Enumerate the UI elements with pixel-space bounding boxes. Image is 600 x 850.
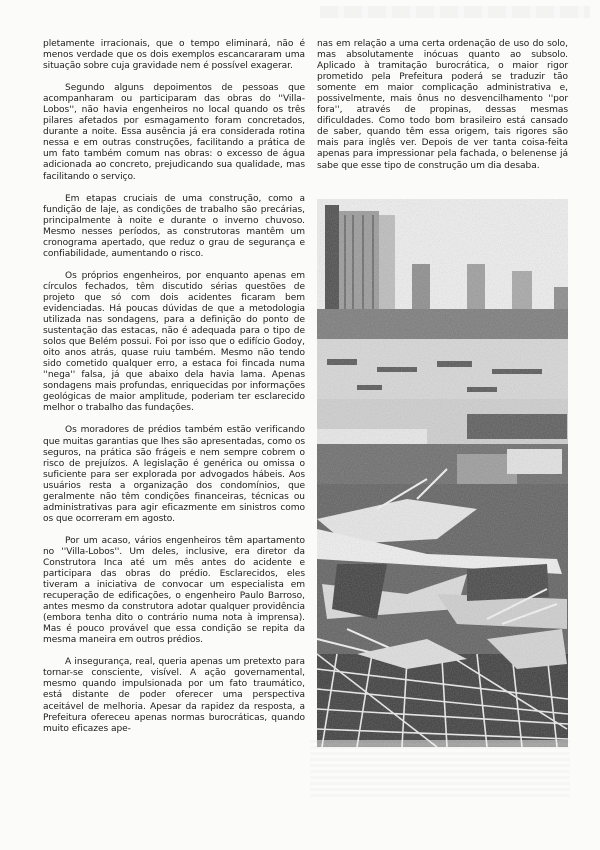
paragraph: A insegurança, real, queria apenas um pretexto para tornar-se consciente, visível. A ação governamental, mesmo quando impulsionada por um fato traumático, está distante de poder oferecer uma perspectiva aceitável de melhoria. Apesar da rapidez da resposta, a Prefeitura ofereceu apenas normas burocráticas, quando muito eficazes ape-: [43, 657, 305, 734]
show-through-bleed: [320, 6, 590, 18]
show-through-bleed: [310, 740, 570, 800]
paragraph: Os próprios engenheiros, por enquanto apenas em círculos fechados, têm discutido sérias questões de projeto que só com dois acidentes ficaram bem evidenciadas. Há poucas dúvidas de que a metodologia utilizada nas sondagens, para a definição do ponto de sustentação das estacas, não é adequada para o tipo de solos que Belém possui. Foi por isso que o edifício Godoy, oito anos atrás, quase ruiu também. Mesmo não tendo sido cometido qualquer erro, a estaca foi fincada numa ''nega'' falsa, já que abaixo dela havia lama. Apenas sondagens mais profundas, enriquecidas por informações geológicas de maior amplitude, poderiam ter esclarecido melhor o trabalho das fundações.: [43, 270, 305, 414]
paragraph: nas em relação a uma certa ordenação de uso do solo, mas absolutamente inócuas quanto ao subsolo. Aplicado à tramitação burocrática, o maior rigor prometido pela Prefeitura poderá se traduzir tão somente em maior complicação administrativa e, possivelmente, mais ônus no desvencilhamento ''por fora'', através de propinas, dessas mesmas dificuldades. Como todo bom brasileiro está cansado de saber, quando têm essa origem, tais rigores são mais para inglês ver. Depois de ver tanta coisa-feita apenas para impressionar pela fachada, o belenense já sabe que esse tipo de construção um dia desaba.: [317, 39, 568, 171]
paragraph: Os moradores de prédios também estão verificando que muitas garantias que lhes são apresentadas, como os seguros, na prática são frágeis e nem sempre cobrem o risco de prejuízos. A legislação é genérica ou omissa o suficiente para ser explorada por advogados hábeis. Aos usuários resta a organização dos condomínios, que geralmente não têm condições financeiras, técnicas ou administrativas para agir eficazmente em sinistros como os que ocorreram em agosto.: [43, 425, 305, 524]
paragraph: Em etapas cruciais de uma construção, como a fundição de laje, as condições de trabalho são precárias, principalmente à noite e durante o inverno chuvoso. Mesmo nesses períodos, as construtoras mantêm um cronograma apertado, que reduz o grau de segurança e confiabilidade, aumentando o risco.: [43, 193, 305, 259]
paragraph: Por um acaso, vários engenheiros têm apartamento no ''Villa-Lobos''. Um deles, inclusive, era diretor da Construtora Inca até um mês antes do acidente e participara das obras do prédio. Esclarecidos, eles tiveram a iniciativa de convocar um especialista em recuperação de edificações, o engenheiro Paulo Barroso, antes mesmo da construtora adotar qualquer providência (embora tenha dito o contrário numa nota à imprensa). Mas é pouco provável que essa condição se repita da mesma maneira em outros prédios.: [43, 535, 305, 646]
paragraph: Segundo alguns depoimentos de pessoas que acompanharam ou participaram das obras do ''Villa-Lobos'', não havia engenheiros no local quando os três pilares afetados por esmagamento foram concretados, durante a noite. Essa ausência já era considerada rotina nessa e em outras construções, facilitando a prática de um fato também comum nas obras: o excesso de água adicionada ao concreto, prejudicando sua qualidade, mas facilitando o serviço.: [43, 83, 305, 182]
paragraph: pletamente irracionais, que o tempo eliminará, não é menos verdade que os dois exemplos escancararam uma situação sobre cuja gravidade nem é possível exagerar.: [43, 39, 305, 72]
article-left-column: [43, 39, 305, 746]
article-right-column: [317, 39, 568, 183]
collapsed-building-photo: [317, 199, 568, 747]
